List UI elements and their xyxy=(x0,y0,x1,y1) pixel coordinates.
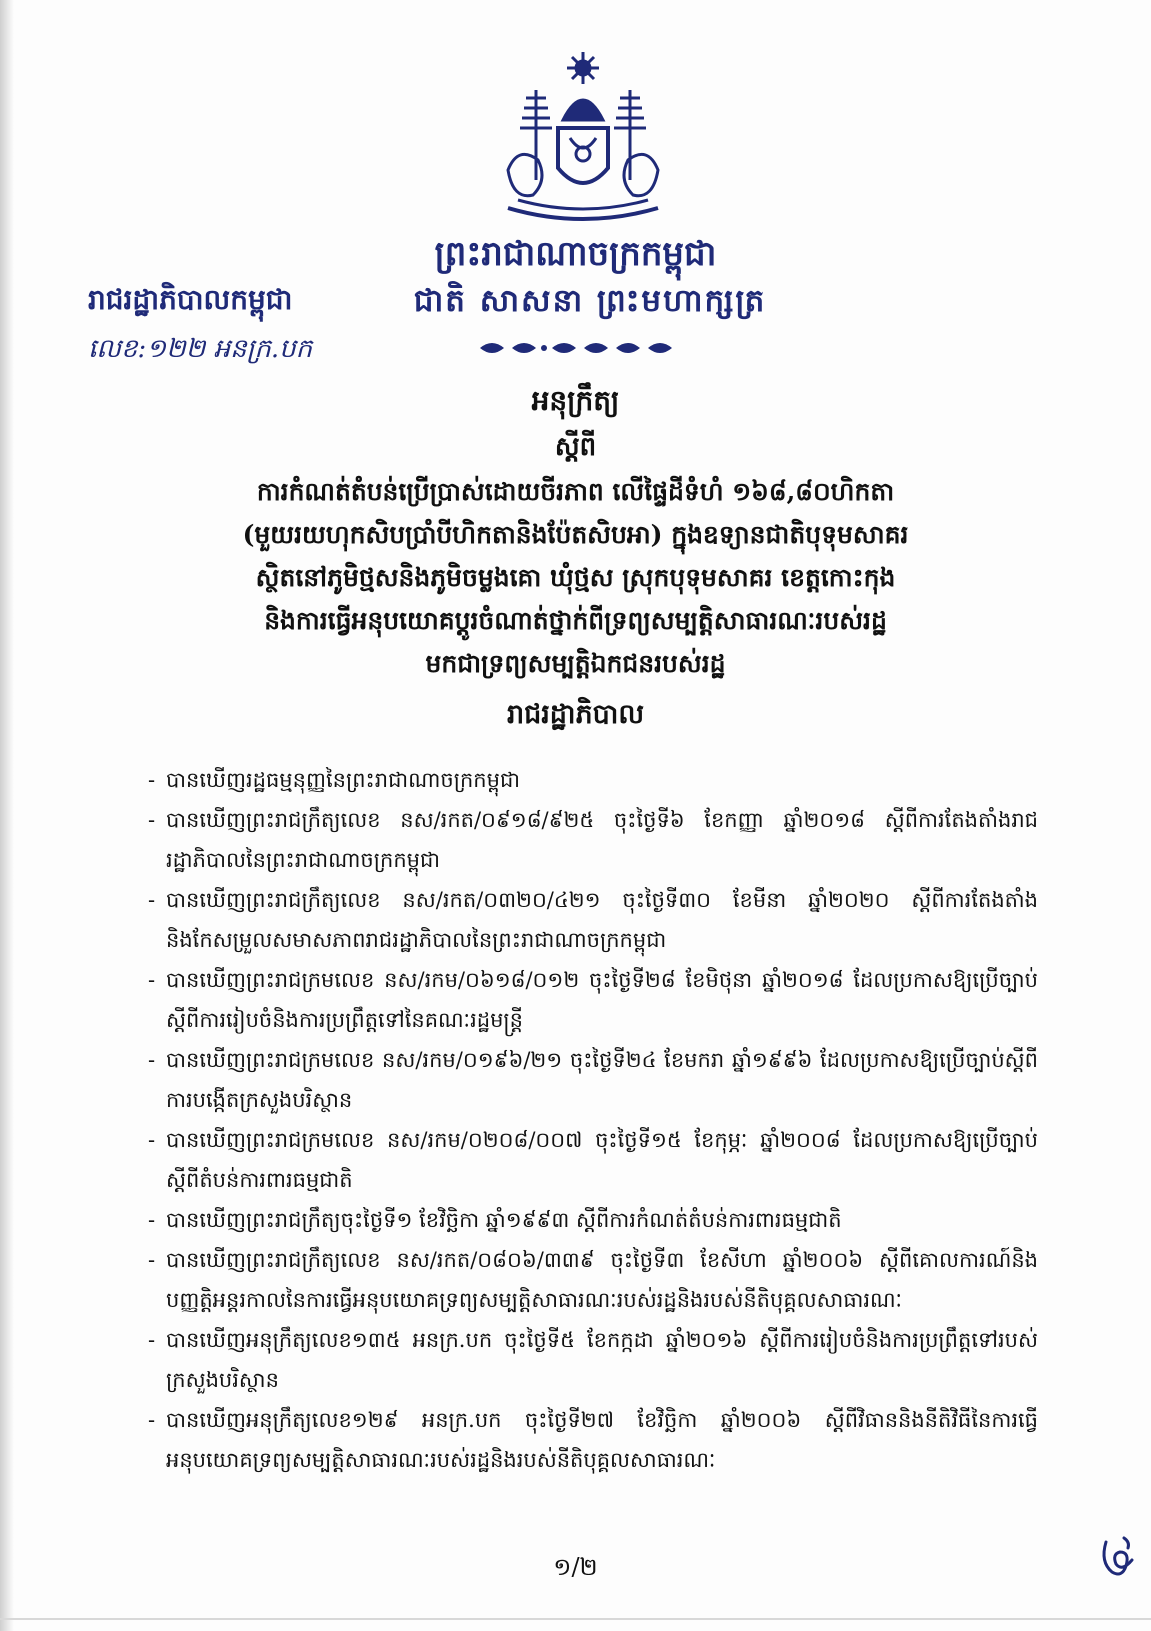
national-motto: ជាតិ សាសនា ព្រះមហាក្សត្រ xyxy=(413,283,767,319)
decree-title-block xyxy=(100,378,1051,685)
royal-coat-of-arms-icon xyxy=(488,50,678,230)
title-line: (មួយរយហុកសិបប្រាំបីហិកតានិងប៉ែតសិបអា) ក្នុងឧទ្យានជាតិបុទុមសាគរ xyxy=(242,520,909,549)
list-item: - បានឃើញអនុក្រឹត្យលេខ១៣៥ អនក្រ.បក ចុះថ្ងៃទី៥ ខែកក្កដា ឆ្នាំ២០១៦ ស្តីពីការរៀបចំនិងការប្រព្រឹត្តទៅរបស់ក្រសួងបរិស្ថាន xyxy=(148,1320,1038,1400)
list-item: - បានឃើញព្រះរាជក្រមលេខ នស/រកម/០៦១៨/០១២ ចុះថ្ងៃទី២៨ ខែមិថុនា ឆ្នាំ២០១៨ ដែលប្រកាសឱ្យប្រើច្បាប់ស្តីពីការរៀបចំនិងការប្រព្រឹត្តទៅនៃគណៈរដ្ឋមន្ត្រី xyxy=(148,960,1038,1040)
list-item: - បានឃើញព្រះរាជក្រឹត្យចុះថ្ងៃទី១ ខែវិច្ឆិកា ឆ្នាំ១៩៩៣ ស្តីពីការកំណត់តំបន់ការពារធម្មជាតិ xyxy=(148,1200,1038,1240)
government-name: រាជរដ្ឋាភិបាលកម្ពុជា xyxy=(88,283,293,316)
list-item: - បានឃើញព្រះរាជក្រឹត្យលេខ នស/រកត/០៩១៨/៩២៥ ចុះថ្ងៃទី៦ ខែកញ្ញា ឆ្នាំ២០១៨ ស្តីពីការតែងតាំងរាជរដ្ឋាភិបាលនៃព្រះរាជាណាចក្រកម្ពុជា xyxy=(148,800,1038,880)
page-number: ១/២ xyxy=(553,1553,598,1581)
title-line: ស្ថិតនៅភូមិថ្មសនិងភូមិចម្លងគោ ឃុំថ្មស ស្រុកបុទុមសាគរ ខេត្តកោះកុង xyxy=(255,563,896,592)
kingdom-title: ព្រះរាជាណាចក្រកម្ពុជា xyxy=(434,234,717,274)
title-line: មកជាទ្រព្យសម្បត្តិឯកជនរបស់រដ្ឋ xyxy=(425,649,726,678)
title-line: និងការធ្វើអនុបយោគប្តូរចំណាត់ថ្នាក់ពីទ្រព្យសម្បត្តិសាធារណៈរបស់រដ្ឋ xyxy=(264,606,887,635)
decree-number: លេខ:១២២ អនក្រ.បក xyxy=(88,334,313,364)
list-item: - បានឃើញអនុក្រឹត្យលេខ១២៩ អនក្រ.បក ចុះថ្ងៃទី២៧ ខែវិច្ឆិកា ឆ្នាំ២០០៦ ស្តីពីវិធាននិងនីតិវិធីនៃការធ្វើអនុបយោគទ្រព្យសម្បត្តិសាធារណៈរបស់រដ្ឋនិងរបស់នីតិបុគ្គលសាធារណៈ xyxy=(148,1400,1038,1480)
document-type: អនុក្រឹត្យ xyxy=(531,384,620,417)
list-item: - បានឃើញព្រះរាជក្រឹត្យលេខ នស/រកត/០៨០៦/៣៣៩ ចុះថ្ងៃទី៣ ខែសីហា ឆ្នាំ២០០៦ ស្តីពីគោលការណ៍និងបញ្ញត្តិអន្តរកាលនៃការធ្វើអនុបយោគទ្រព្យសម្បត្តិសាធារណៈរបស់រដ្ឋនិងរបស់នីតិបុគ្គលសាធារណៈ xyxy=(148,1240,1038,1320)
list-item: - បានឃើញព្រះរាជក្រមលេខ នស/រកម/០១៩៦/២១ ចុះថ្ងៃទី២៤ ខែមករា ឆ្នាំ១៩៩៦ ដែលប្រកាសឱ្យប្រើច្បាប់ស្តីពីការបង្កើតក្រសួងបរិស្ថាន xyxy=(148,1040,1038,1120)
scan-bottom-edge xyxy=(0,1618,1151,1620)
section-heading: រាជរដ្ឋាភិបាល xyxy=(506,699,645,730)
handwritten-initial-icon xyxy=(1098,1532,1138,1582)
list-item: - បានឃើញព្រះរាជក្រមលេខ នស/រកម/០២០៨/០០៧ ចុះថ្ងៃទី១៥ ខែកុម្ភៈ ឆ្នាំ២០០៨ ដែលប្រកាសឱ្យប្រើច្បាប់ស្តីពីតំបន់ការពារធម្មជាតិ xyxy=(148,1120,1038,1200)
considerations-list xyxy=(148,760,1038,1480)
ornament-divider-icon xyxy=(478,336,678,358)
about-label: ស្តីពី xyxy=(554,432,597,462)
list-item: - បានឃើញព្រះរាជក្រឹត្យលេខ នស/រកត/០៣២០/៤២១ ចុះថ្ងៃទី៣០ ខែមីនា ឆ្នាំ២០២០ ស្តីពីការតែងតាំងនិងកែសម្រួលសមាសភាពរាជរដ្ឋាភិបាលនៃព្រះរាជាណាចក្រកម្ពុជា xyxy=(148,880,1038,960)
title-line: ការកំណត់តំបន់ប្រើប្រាស់ដោយចីរភាព លើផ្ទៃដីទំហំ ១៦៨,៨០ហិកតា xyxy=(256,477,895,506)
list-item: - បានឃើញរដ្ឋធម្មនុញ្ញនៃព្រះរាជាណាចក្រកម្ពុជា xyxy=(148,760,1038,800)
